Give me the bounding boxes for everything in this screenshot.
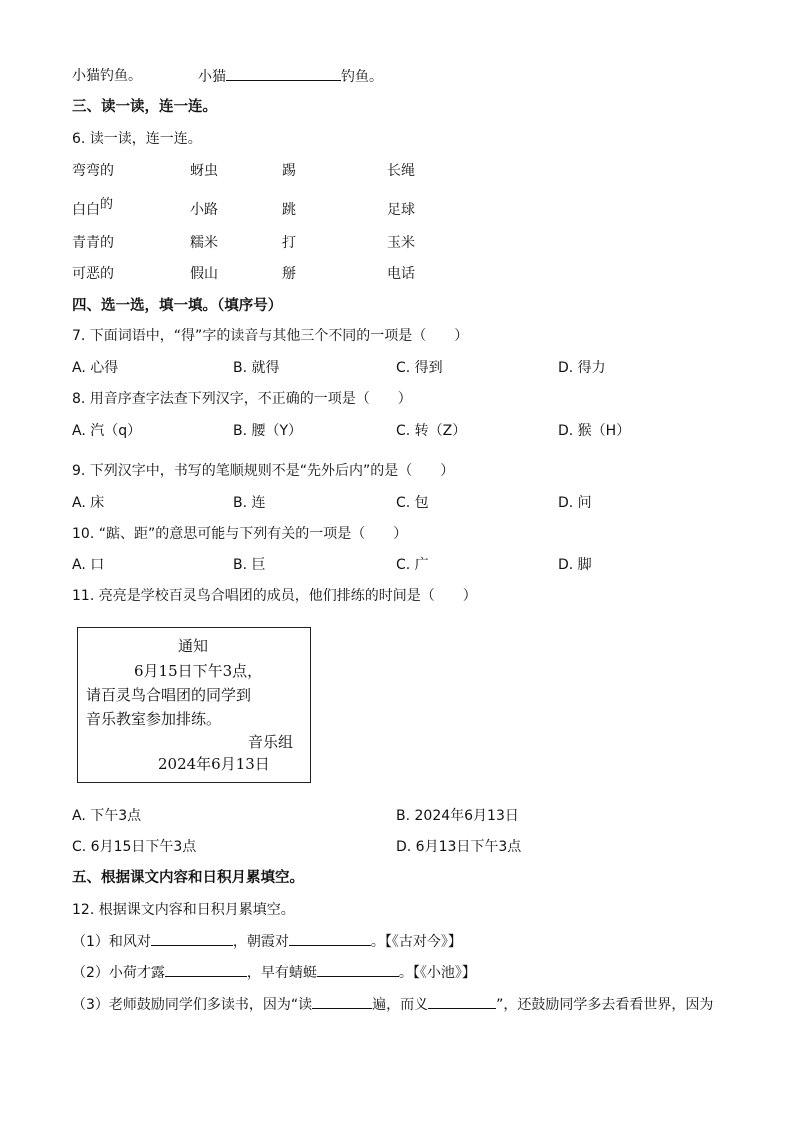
q9-option-d[interactable]: D. 问 [558,495,592,511]
question-6: 6. 读一读，连一连。 [72,131,202,147]
match-col1-3: 可恶的 [72,266,114,282]
match-col2-0: 蚜虫 [190,163,218,179]
notice-line-2: 请百灵鸟合唱团的同学到 [86,686,252,704]
q8-option-a[interactable]: A. 汽（q） [72,423,142,439]
question-9-stem: 9. 下列汉字中，书写的笔顺规则不是“先外后内”的是（ ） [72,463,455,479]
section-4-title: 四、选一选，填一填。（填序号） [72,298,283,314]
match-col3-2: 打 [282,235,296,251]
top-line-left: 小猫钓鱼。 [72,68,142,84]
q9-option-a[interactable]: A. 床 [72,495,105,511]
fill-item-1: （1）和风对 ，朝霞对 。【《古对今》】 [72,931,462,952]
answer-blank[interactable] [289,931,371,946]
notice-line-3: 音乐教室参加排练。 [86,710,222,728]
section-5-title: 五、根据课文内容和日积月累填空。 [72,870,304,886]
q7-option-c[interactable]: C. 得到 [396,360,443,376]
match-col1-1: 白白的 [72,197,114,218]
fill-item-2: （2）小荷才露 ，早有蜻蜓 。【《小池》】 [72,962,476,983]
match-col1-2: 青青的 [72,235,114,251]
q10-option-a[interactable]: A. 口 [72,557,105,573]
match-col4-2: 玉米 [387,235,415,251]
answer-blank[interactable] [151,931,233,946]
answer-blank[interactable] [312,994,372,1009]
notice-line-1: 6月15日下午3点， [134,662,263,680]
q10-option-b[interactable]: B. 巨 [233,557,266,573]
q10-option-c[interactable]: C. 广 [396,557,429,573]
q9-option-b[interactable]: B. 连 [233,495,266,511]
q8-option-d[interactable]: D. 猴（H） [558,423,631,439]
q11-option-a[interactable]: A. 下午3点 [72,808,142,824]
answer-blank[interactable] [226,66,341,81]
notice-box [77,627,311,783]
q7-option-a[interactable]: A. 心得 [72,360,119,376]
fill-item-3: （3）老师鼓励同学们多读书，因为“读 遍，而义 ”，还鼓励同学多去看看世界，因为 [72,994,713,1015]
match-col3-1: 跳 [282,202,296,218]
top-line-fill: 小猫 钓鱼。 [198,66,383,87]
answer-blank[interactable] [428,994,496,1009]
match-col3-3: 掰 [282,266,296,282]
notice-title: 通知 [178,637,209,655]
question-10-stem: 10. “踮、距”的意思可能与下列有关的一项是（ ） [72,526,408,542]
match-col2-2: 糯米 [190,235,218,251]
question-7-stem: 7. 下面词语中，“得”字的读音与其他三个不同的一项是（ ） [72,328,469,344]
q9-option-c[interactable]: C. 包 [396,495,429,511]
match-col1-0: 弯弯的 [72,163,114,179]
answer-blank[interactable] [165,962,247,977]
q8-option-c[interactable]: C. 转（Z） [396,423,467,439]
match-col2-3: 假山 [190,266,218,282]
q8-option-b[interactable]: B. 腰（Y） [233,423,303,439]
section-3-title: 三、读一读，连一连。 [72,99,217,115]
notice-date: 2024年6月13日 [158,755,270,773]
q11-option-b[interactable]: B. 2024年6月13日 [396,808,519,824]
answer-blank[interactable] [317,962,399,977]
question-8-stem: 8. 用音序查字法查下列汉字，不正确的一项是（ ） [72,391,412,407]
q7-option-b[interactable]: B. 就得 [233,360,280,376]
top-line [72,66,142,86]
q11-option-d[interactable]: D. 6月13日下午3点 [396,839,522,855]
match-col3-0: 踢 [282,163,296,179]
q7-option-d[interactable]: D. 得力 [558,360,606,376]
question-12: 12. 根据课文内容和日积月累填空。 [72,902,295,918]
notice-signature: 音乐组 [248,733,294,751]
match-col4-1: 足球 [387,202,415,218]
match-col2-1: 小路 [190,202,218,218]
q11-option-c[interactable]: C. 6月15日下午3点 [72,839,197,855]
question-11-stem: 11. 亮亮是学校百灵鸟合唱团的成员，他们排练的时间是（ ） [72,588,477,604]
match-col4-3: 电话 [387,266,415,282]
q10-option-d[interactable]: D. 脚 [558,557,592,573]
match-col4-0: 长绳 [387,163,415,179]
